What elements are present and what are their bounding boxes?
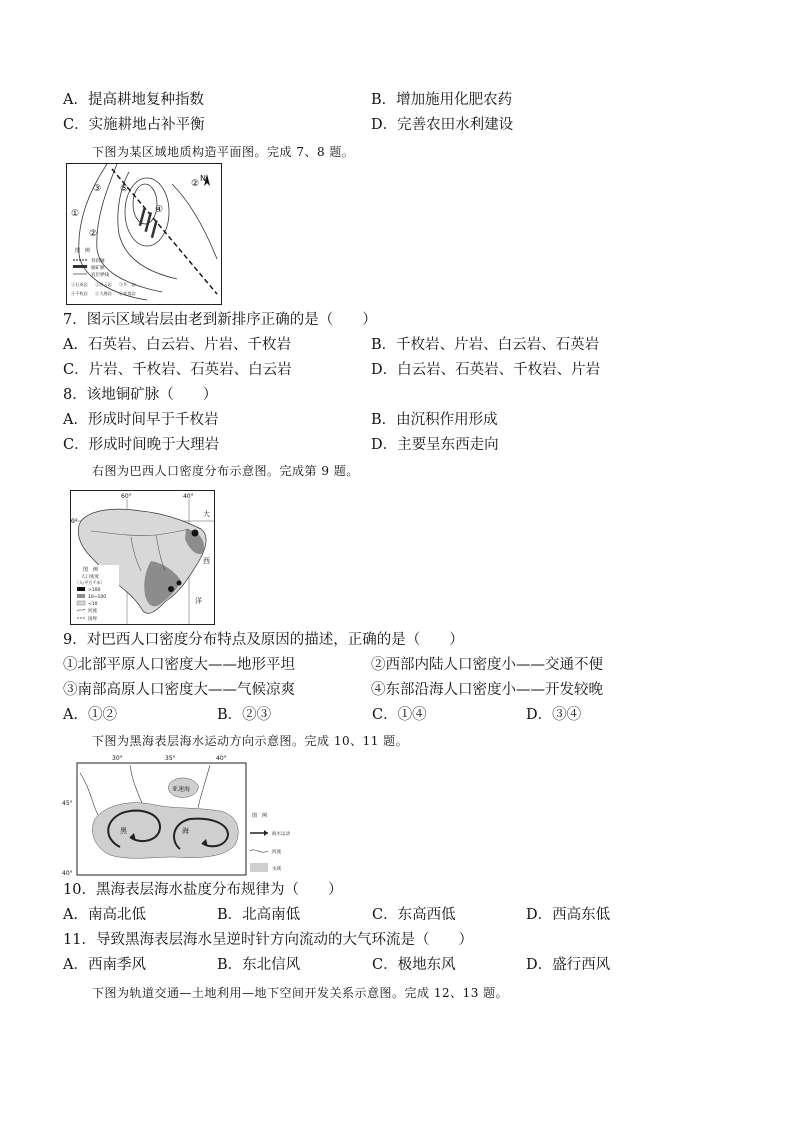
q11-option-d: D．盛行西风 [526,957,611,973]
q7-option-a: A．石英岩、白云岩、片岩、千枚岩 [63,337,291,353]
q11-option-c: C．极地东风 [372,957,456,973]
q7-stem: 7．图示区域岩层由老到新排序正确的是（ ） [63,312,377,328]
q9-option-c: C．①④ [372,707,427,723]
lat-40: 40° [62,870,73,877]
q10-option-b: B．北高南低 [217,907,301,923]
q11-stem: 11．导致黑海表层海水呈逆时针方向流动的大气环流是（ ） [63,932,473,948]
ocean-label-3: 洋 [195,597,202,605]
q10-option-a: A．南高北低 [63,907,146,923]
lat-0: 0° [71,518,78,525]
brazil-map-figure [70,490,215,625]
azov-label: 亚速海 [172,786,191,793]
q9-statement-2: ②西部内陆人口密度小——交通不便 [371,657,603,673]
legend-high: >100 [88,588,101,593]
region-label-1: ① [71,209,80,219]
lon-40: 40° [183,493,194,500]
legend-low: <10 [88,602,98,607]
q8-option-b: B．由沉积作用形成 [371,412,498,428]
q8-option-a: A．形成时间早于千枚岩 [63,412,219,428]
legend-river: 河流 [272,850,281,855]
legend-item-1: 背斜轴 [91,259,105,264]
rock-legend-6: ⑥花岗岩 [119,291,136,296]
q8-stem: 8．该地铜矿脉（ ） [63,387,218,403]
q11-option-b: B．东北信风 [217,957,301,973]
geology-map-figure [66,163,222,305]
q10-stem: 10．黑海表层海水盐度分布规律为（ ） [63,882,343,898]
lat-45: 45° [62,800,73,807]
legend-current: 海水运动 [272,832,290,837]
q11-option-a: A．西南季风 [63,957,146,973]
black-sea-label-2: 海 [182,827,189,835]
black-sea-label-1: 黑 [120,827,127,835]
north-label: N [200,174,206,183]
q8-option-c: C．形成时间晚于大理岩 [63,437,220,453]
rock-legend-4: ④千枚岩 [71,291,88,296]
legend-mid: 10~100 [88,595,107,600]
q10-option-c: C．东高西低 [372,907,456,923]
legend-title: 图 例 [252,813,268,819]
brazil-map-drawing [71,491,214,624]
region-label-2a: ② [191,179,200,189]
intro-9: 右图为巴西人口密度分布示意图。完成第 9 题。 [92,464,359,478]
legend-border: 国界 [88,617,97,622]
region-label-4: ④ [155,205,164,215]
rock-legend-2: ②白云岩 [95,282,112,287]
legend-river: 河流 [88,609,97,614]
legend-item-2: 铜矿脉 [91,266,105,271]
rock-legend-1: ①石英岩 [71,282,88,287]
q6-option-b: B．增加施用化肥农药 [371,92,513,108]
q9-statement-3: ③南部高原人口密度大——气候凉爽 [63,682,295,698]
intro-7-8: 下图为某区域地质构造平面图。完成 7、8 题。 [92,145,355,159]
q7-option-b: B．千枚岩、片岩、白云岩、石英岩 [371,337,600,353]
lon-60: 60° [121,493,132,500]
ocean-label-1: 大 [203,510,210,518]
region-label-3: ③ [93,184,102,194]
geology-map-drawing [67,164,221,304]
q9-statement-4: ④东部沿海人口密度小——开发较晚 [371,682,603,698]
lon-35: 35° [165,755,176,762]
legend-unit: （人/平方千米） [75,580,105,585]
q6-option-a: A．提高耕地复种指数 [63,92,204,108]
q9-option-d: D．③④ [526,707,582,723]
q9-stem: 9．对巴西人口密度分布特点及原因的描述，正确的是（ ） [63,632,464,648]
intro-10-11: 下图为黑海表层海水运动方向示意图。完成 10、11 题。 [92,734,409,748]
legend-water: 水域 [272,867,281,872]
lon-30: 30° [112,755,123,762]
legend-title: 图 例 [75,248,91,254]
q7-option-d: D．白云岩、石英岩、千枚岩、片岩 [371,362,601,378]
q9-option-b: B．②③ [217,707,272,723]
rock-legend-3: ③片 岩 [119,282,136,287]
black-sea-drawing [60,753,320,877]
black-sea-figure [60,753,320,877]
q10-option-d: D．西高东低 [526,907,611,923]
legend-title: 图 例 [83,567,99,573]
q6-option-d: D．完善农田水利建设 [371,117,514,133]
legend-subtitle: 人口密度 [81,575,99,580]
q8-option-d: D．主要呈东西走向 [371,437,499,453]
q9-statement-1: ①北部平原人口密度大——地形平坦 [63,657,295,673]
lon-40: 40° [216,755,227,762]
intro-12-13: 下图为轨道交通—土地利用—地下空间开发关系示意图。完成 12、13 题。 [92,986,509,1000]
region-label-5: ⑤ [120,184,129,194]
ocean-label-2: 西 [203,557,210,565]
q7-option-c: C．片岩、千枚岩、石英岩、白云岩 [63,362,292,378]
q9-option-a: A．①② [63,707,117,723]
legend-item-3: 岩层界线 [91,273,109,278]
rock-legend-5: ⑤大理岩 [95,291,112,296]
q6-option-c: C．实施耕地占补平衡 [63,117,205,133]
region-label-2b: ② [89,229,98,239]
